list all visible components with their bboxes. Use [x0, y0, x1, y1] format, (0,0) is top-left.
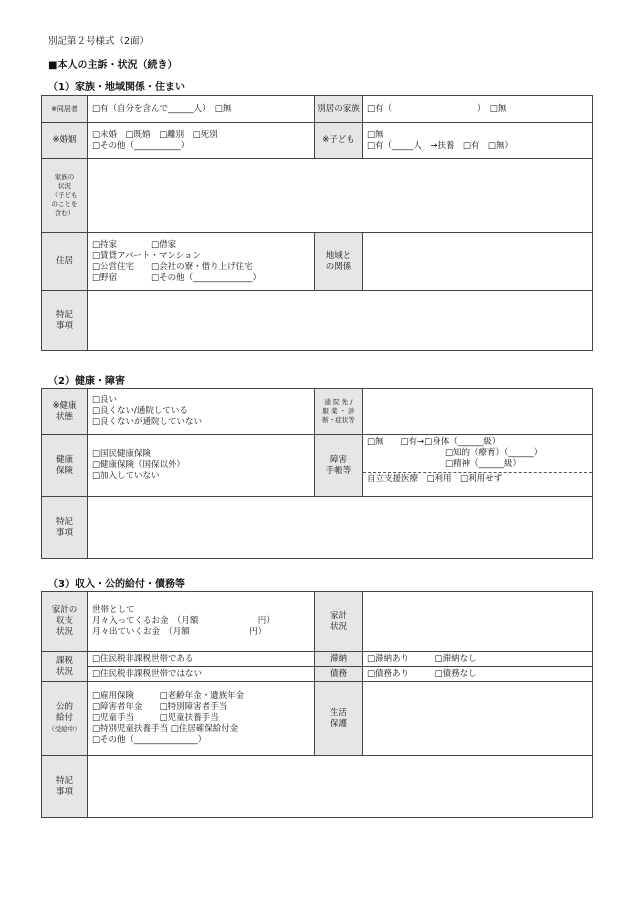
form-id: 別記第２号様式（2面）	[48, 36, 150, 47]
health-table	[41, 388, 593, 559]
health-value[interactable]: □良い □良くない/通院している □良くないが通院していない	[88, 389, 315, 435]
sec1-notes-label: 特記 事項	[42, 291, 88, 351]
separate-family-label: 別居の家族	[315, 96, 363, 123]
family-community-table	[41, 95, 593, 351]
budget-label: 家計の 収支 状況	[42, 592, 88, 652]
community-field[interactable]	[363, 233, 593, 291]
family-status-label: 家族の 状況 （子ども のことを 含む）	[42, 159, 88, 233]
sec3-notes-field[interactable]	[88, 756, 593, 818]
section2-title: （2）健康・障害	[48, 376, 125, 387]
sec2-notes-field[interactable]	[88, 497, 593, 559]
disability-value[interactable]: □無 □有→□身体（______級） □知的（療育）（______） □精神（______級） 自立支援医療 □利用 □利用せず	[363, 435, 593, 497]
sec3-notes-label: 特記 事項	[42, 756, 88, 818]
main-heading: ■本人の主訴・状況（続き）	[48, 60, 178, 71]
benefit-label: 公的 給付 （受給中）	[42, 682, 88, 756]
housing-label: 住居	[42, 233, 88, 291]
tax-label: 課税 状況	[42, 652, 88, 682]
separate-family-value[interactable]: □有（ ） □無	[363, 96, 593, 123]
community-label: 地域と の関係	[315, 233, 363, 291]
marriage-value[interactable]	[88, 123, 315, 159]
welfare-field[interactable]	[363, 682, 593, 756]
disability-label: 障害 手帳等	[315, 435, 363, 497]
insurance-label: 健康 保険	[42, 435, 88, 497]
welfare-label: 生活 保護	[315, 682, 363, 756]
marriage-line1: □未婚 □既婚 □離別 □死別	[92, 129, 218, 140]
household-label: 家計 状況	[315, 592, 363, 652]
debt-label: 債務	[315, 667, 363, 682]
household-field[interactable]	[363, 592, 593, 652]
housing-value[interactable]: □持家 □借家 □賃貸アパート・マンション □公営住宅 □会社の寮・借り上げ住宅 □野宿 □その他（______________）	[88, 233, 315, 291]
arrears-value[interactable]: □滞納あり □滞納なし	[363, 652, 593, 667]
sec1-notes-field[interactable]	[88, 291, 593, 351]
family-status-field[interactable]	[88, 159, 593, 233]
cohabitant-value[interactable]: □有（自分を含んで______人） □無	[88, 96, 315, 123]
benefit-value[interactable]: □雇用保険 □老齢年金・遺族年金 □障害者年金 □特別障害者手当 □児童手当 □児童扶養手当 □特別児童扶養手当 □住居確保給付金 □その他（_______________）	[88, 682, 315, 756]
cohabitant-label: ※同居者	[42, 96, 88, 123]
marriage-line2: □その他（___________）	[92, 140, 190, 151]
children-label: ※子ども	[315, 123, 363, 159]
children-line1: □無	[367, 129, 384, 140]
health-label: ※健康 状態	[42, 389, 88, 435]
arrears-label: 滞納	[315, 652, 363, 667]
hospital-label: 通 院 先 / 服 薬 ・ 診 断・症状等	[315, 389, 363, 435]
hospital-field[interactable]	[363, 389, 593, 435]
debt-value[interactable]: □債務あり □債務なし	[363, 667, 593, 682]
marriage-label: ※婚姻	[42, 123, 88, 159]
tax-line1[interactable]: □住民税非課税世帯である	[88, 652, 315, 667]
children-value[interactable]	[363, 123, 593, 159]
tax-line2[interactable]: □住民税非課税世帯ではない	[88, 667, 315, 682]
section1-title: （1）家族・地域関係・住まい	[48, 82, 185, 93]
income-table	[41, 591, 593, 818]
section3-title: （3）収入・公的給付・債務等	[48, 579, 185, 590]
insurance-value[interactable]: □国民健康保険 □健康保険（国保以外） □加入していない	[88, 435, 315, 497]
sec2-notes-label: 特記 事項	[42, 497, 88, 559]
budget-value[interactable]: 世帯として 月々入ってくるお金 （月額 円） 月々出ていくお金 （月額 円）	[88, 592, 315, 652]
support-line: 自立支援医療 □利用 □利用せず	[363, 472, 592, 485]
children-line2: □有（_____人 →扶養 □有 □無）	[367, 140, 513, 151]
